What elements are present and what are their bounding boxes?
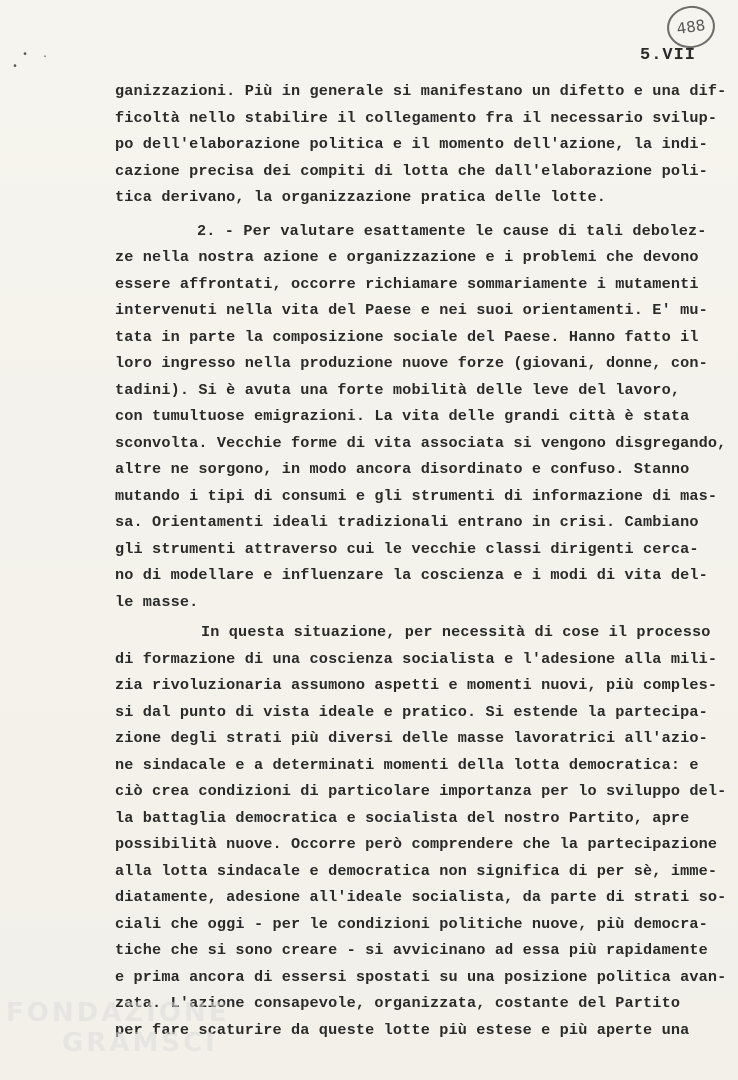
text-line: tica derivano, la organizzazione pratica delle lotte. — [115, 188, 606, 206]
text-line: tadini). Si è avuta una forte mobilità delle leve del lavoro, — [115, 380, 681, 399]
page-number: 5.VII — [640, 46, 697, 65]
text-line: altre ne sorgono, in modo ancora disordinato e confuso. Stanno — [115, 460, 690, 478]
text-line: cazione precisa dei compiti di lotta che dall'elaborazione poli- — [115, 161, 708, 180]
text-line: ficoltà nello stabilire il collegamento fra il necessario svilup- — [115, 108, 718, 127]
text-line: essere affrontati, occorre richiamare sommariamente i mutamenti — [115, 274, 699, 293]
text-line: di formazione di una coscienza socialista e l'adesione alla mili- — [115, 649, 718, 668]
watermark-line: FONDAZIONE — [6, 998, 230, 1028]
text-line: sconvolta. Vecchie forme di vita associata si vengono disgregando, — [115, 433, 727, 452]
text-line: 2. - Per valutare esattamente le cause di tali debolez- — [197, 221, 707, 240]
text-line: diatamente, adesione all'ideale socialista, da parte di strati so- — [115, 888, 727, 906]
text-line: gli strumenti attraverso cui le vecchie classi dirigenti cerca- — [115, 539, 699, 558]
text-line: possibilità nuove. Occorre però comprendere che la partecipazione — [115, 835, 718, 853]
text-line: zia rivoluzionaria assumono aspetti e momenti nuovi, più comples- — [115, 676, 718, 694]
text-line: tiche che si sono creare - si avvicinano ad essa più rapidamente — [115, 941, 708, 959]
text-line: sa. Orientamenti ideali tradizionali entrano in crisi. Cambiano — [115, 513, 699, 531]
text-line: ze nella nostra azione e organizzazione e i problemi che devono — [115, 248, 699, 266]
margin-dot: • — [22, 50, 29, 61]
text-line: po dell'elaborazione politica e il momento dell'azione, la indi- — [115, 135, 708, 153]
text-line: ganizzazioni. Più in generale si manifestano un difetto e una dif- — [115, 82, 727, 100]
typewritten-body — [115, 78, 727, 1043]
watermark-line: GRAMSCI — [62, 1028, 218, 1058]
text-line: zata. L'azione consapevole, organizzata, costante del Partito — [115, 994, 681, 1012]
archive-stamp: 488 — [664, 3, 717, 51]
watermark-logo — [6, 998, 229, 1058]
text-line: no di modellare e influenzare la coscienza e i modi di vita del- — [115, 566, 708, 584]
text-line: ne sindacale e a determinati momenti della lotta democratica: e — [115, 755, 699, 774]
text-line: tata in parte la composizione sociale del Paese. Hanno fatto il — [115, 327, 699, 346]
margin-dot: • — [12, 62, 19, 73]
text-line: per fare scaturire da queste lotte più estese e più aperte una — [115, 1020, 690, 1039]
text-line: ciali che oggi - per le condizioni politiche nuove, più democra- — [115, 914, 708, 933]
text-line: alla lotta sindacale e democratica non significa di per sè, imme- — [115, 861, 718, 880]
text-line: loro ingresso nella produzione nuove forze (giovani, donne, con- — [115, 354, 708, 372]
text-line: zione degli strati più diversi delle masse lavoratrici all'azio- — [115, 729, 708, 747]
text-line: In questa situazione, per necessità di cose il processo — [201, 623, 711, 641]
text-line: intervenuti nella vita del Paese e nei suoi orientamenti. E' mu- — [115, 301, 708, 319]
text-line: le masse. — [115, 592, 199, 611]
text-line: e prima ancora di essersi spostati su una posizione politica avan- — [115, 967, 727, 986]
text-line: mutando i tipi di consumi e gli strumenti di informazione di mas- — [115, 486, 718, 505]
margin-dot: · — [42, 52, 49, 63]
text-line: ciò crea condizioni di particolare importanza per lo sviluppo del- — [115, 782, 727, 800]
text-line: si dal punto di vista ideale e pratico. Si estende la partecipa- — [115, 702, 708, 721]
text-line: con tumultuose emigrazioni. La vita delle grandi città è stata — [115, 407, 690, 425]
text-line: la battaglia democratica e socialista del nostro Partito, apre — [115, 808, 690, 827]
